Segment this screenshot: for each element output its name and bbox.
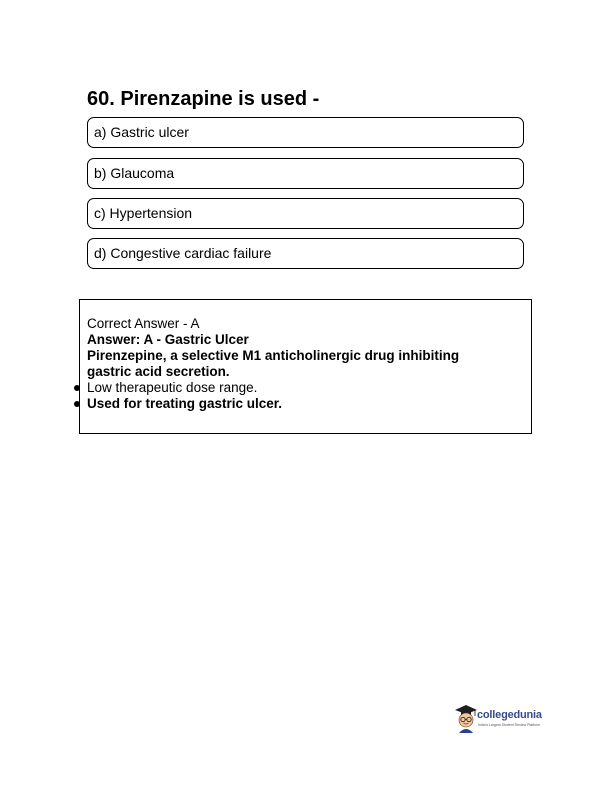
bullet-item	[87, 396, 507, 412]
bullet-text: Used for treating gastric ulcer.	[87, 396, 283, 411]
bullet-icon	[74, 401, 80, 407]
answer-explanation: Pirenzepine, a selective M1 anticholinergic drug inhibiting gastric acid secretion.	[87, 348, 460, 379]
collegedunia-logo	[454, 704, 554, 736]
bullet-text: Low therapeutic dose range.	[87, 380, 258, 395]
answer-content	[87, 316, 507, 412]
option-a[interactable]: a) Gastric ulcer	[87, 117, 524, 148]
option-c[interactable]: c) Hypertension	[87, 198, 524, 229]
correct-answer-text: Correct Answer - A	[87, 316, 200, 331]
answer-box	[79, 299, 532, 434]
answer-heading: Answer: A - Gastric Ulcer	[87, 332, 249, 347]
bullet-item	[87, 380, 507, 396]
bullet-icon	[74, 385, 80, 391]
logo-wordmark: collegedunia	[477, 709, 542, 721]
student-mascot-icon	[454, 704, 478, 734]
option-b[interactable]: b) Glaucoma	[87, 158, 524, 189]
logo-tagline: India's Largest Student Review Platform	[478, 723, 541, 727]
option-d[interactable]: d) Congestive cardiac failure	[87, 238, 524, 269]
question-title: 60. Pirenzapine is used -	[87, 88, 320, 110]
